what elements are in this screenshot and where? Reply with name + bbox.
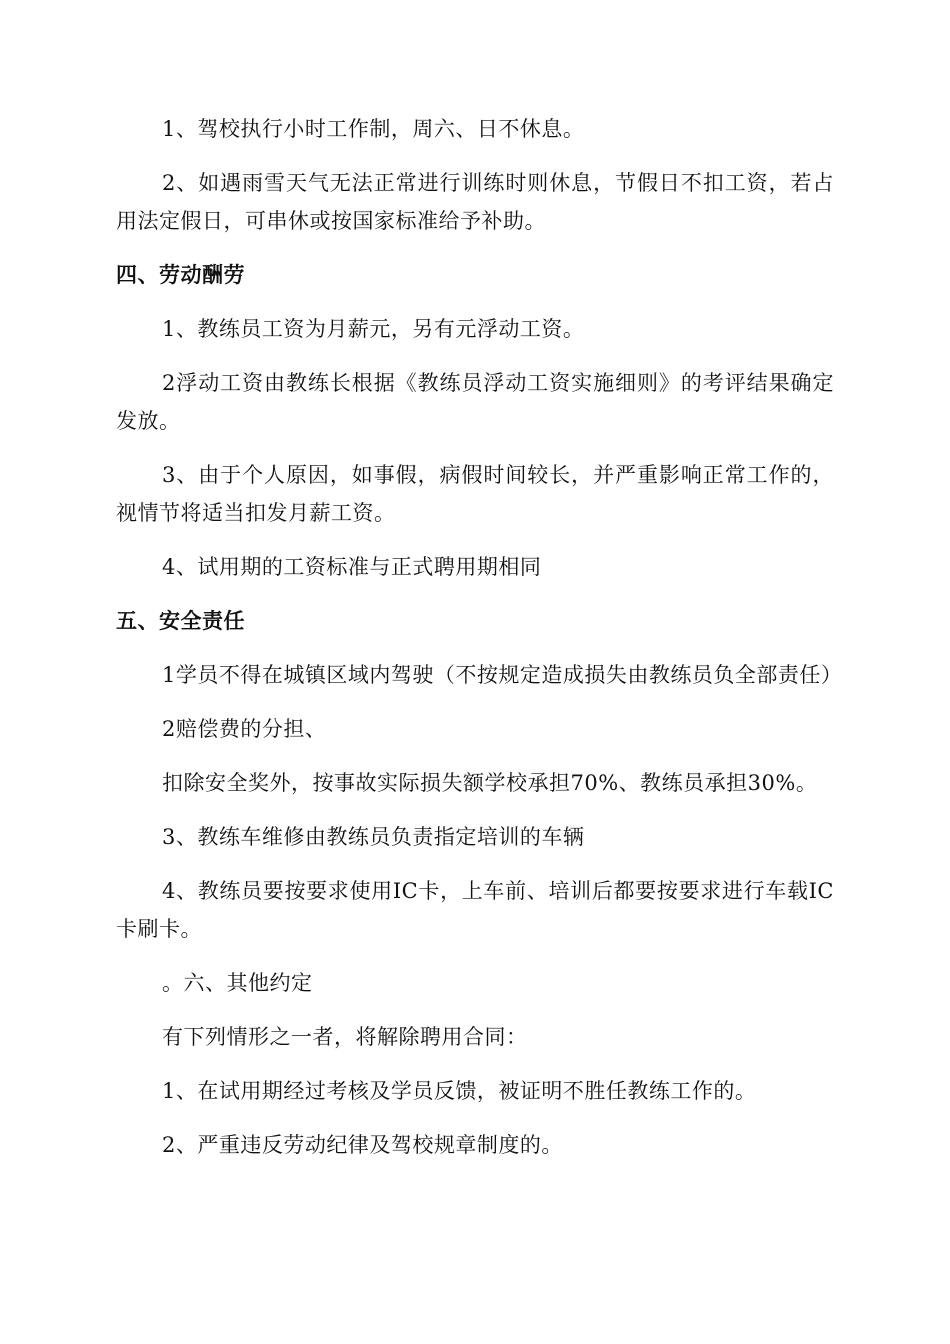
- document-body: [116, 110, 843, 1180]
- paragraph-urban-driving: 1学员不得在城镇区域内驾驶（不按规定造成损失由教练员负全部责任）: [162, 663, 843, 687]
- paragraph-probation-salary: 4、试用期的工资标准与正式聘用期相同: [162, 555, 542, 579]
- paragraph-loss-share: 扣除安全奖外，按事故实际损失额学校承担70%、教练员承担30%。: [162, 771, 818, 795]
- paragraph-floating-salary: 2浮动工资由教练长根据《教练员浮动工资实施细则》的考评结果确定发放。: [116, 371, 834, 433]
- paragraph-salary: 1、教练员工资为月薪元，另有元浮动工资。: [162, 317, 585, 341]
- paragraph-vehicle-maintenance: 3、教练车维修由教练员负责指定培训的车辆: [162, 825, 585, 849]
- paragraph-weather-holidays: 2、如遇雨雪天气无法正常进行训练时则休息，节假日不扣工资，若占用法定假日，可串休或按国家标准给予补助。: [116, 171, 834, 233]
- section-heading-remuneration: 四、劳动酬劳: [116, 263, 245, 287]
- paragraph-leave-deduction: 3、由于个人原因，如事假，病假时间较长，并严重影响正常工作的，视情节将适当扣发月薪工资。: [116, 463, 834, 525]
- paragraph-termination-discipline: 2、严重违反劳动纪律及驾校规章制度的。: [162, 1133, 563, 1157]
- paragraph-compensation-split: 2赔偿费的分担、: [162, 717, 327, 741]
- section-heading-safety: 五、安全责任: [116, 609, 245, 633]
- paragraph-termination-intro: 有下列情形之一者，将解除聘用合同：: [162, 1025, 528, 1049]
- paragraph-ic-card: 4、教练员要按要求使用IC卡，上车前、培训后都要按要求进行车载IC卡刷卡。: [116, 879, 834, 941]
- paragraph-other-agreements: 。六、其他约定: [162, 971, 313, 995]
- paragraph-termination-probation: 1、在试用期经过考核及学员反馈，被证明不胜任教练工作的。: [162, 1079, 757, 1103]
- paragraph-working-hours: 1、驾校执行小时工作制，周六、日不休息。: [162, 117, 585, 141]
